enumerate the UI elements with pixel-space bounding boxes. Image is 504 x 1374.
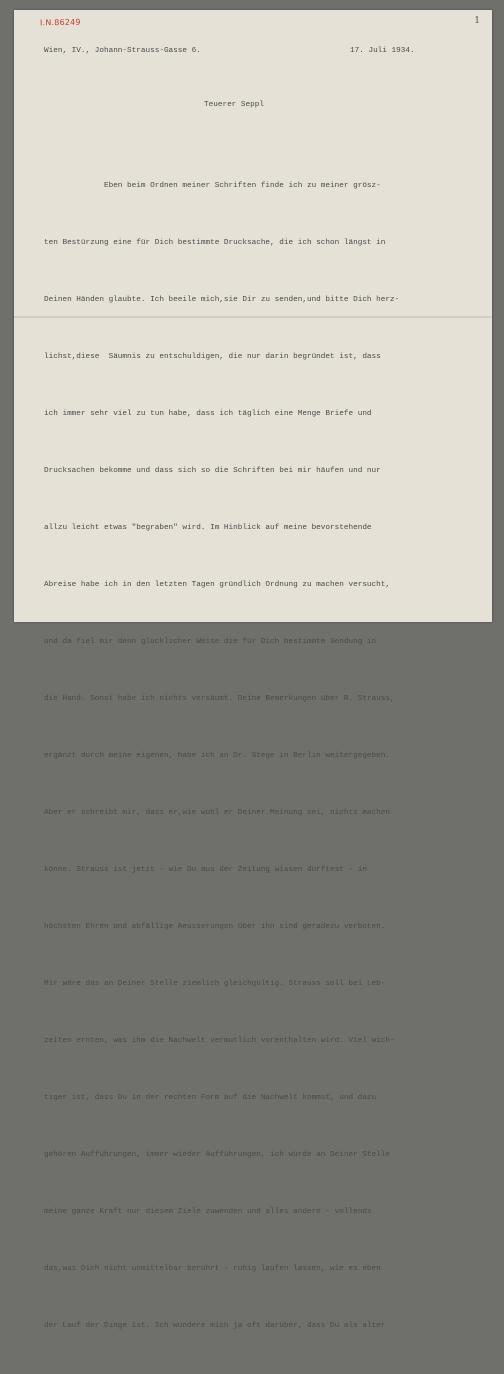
page-number: 1	[474, 16, 480, 26]
body-line: und da fiel mir denn glücklicher Weise die für Dich bestimmte Sendung in	[44, 638, 377, 646]
body-line: tiger ist, dass Du in der rechten Form auf die Nachwelt kommst, und dazu	[44, 1094, 377, 1102]
letter-date: 17. Juli 1934.	[350, 47, 415, 55]
body-line: höchsten Ehren und abfällige Aeusserungen über ihn sind geradezu verboten.	[44, 923, 386, 931]
letter-body	[44, 139, 399, 1374]
body-line: lichst,diese Säumnis zu entschuldigen, die nur darin begründet ist, dass	[44, 353, 381, 361]
body-line: das,was Dich nicht unmittelbar berührt - ruhig laufen lassen, wie es eben	[44, 1265, 381, 1273]
body-line: ich immer sehr viel zu tun habe, dass ich täglich eine Menge Briefe und	[44, 410, 372, 418]
body-line: Deinen Händen glaubte. Ich beeile mich,sie Dir zu senden,und bitte Dich herz-	[44, 296, 400, 304]
salutation: Teuerer Seppl	[204, 101, 264, 109]
body-line: könne. Strauss ist jetzt - wie Du aus der Zeitung wissen dürftest - in	[44, 866, 367, 874]
archive-reference-stamp: I.N.86249	[39, 17, 81, 28]
body-line: meine ganze Kraft nur diesem Ziele zuwenden und alles andere - vollends	[44, 1208, 372, 1216]
body-line: Aber er schreibt mir, dass er,wie wohl er Deiner Meinung sei, nichts machen	[44, 809, 390, 817]
body-line: zeiten ernten, was ihm die Nachwelt vermutlich vorenthalten wird. Viel wich-	[44, 1037, 395, 1045]
body-line: Drucksachen bekomme und dass sich so die Schriften bei mir häufen und nur	[44, 467, 381, 475]
body-line: gehören Aufführungen, immer wieder Aufführungen, ich würde an Deiner Stelle	[44, 1151, 390, 1159]
body-line: Abreise habe ich in den letzten Tagen gründlich Ordnung zu machen versucht,	[44, 581, 390, 589]
letter-page	[14, 10, 492, 1330]
body-line: allzu leicht etwas "begraben" wird. Im Hinblick auf meine bevorstehende	[44, 524, 372, 532]
body-line: die Hand. Sonst habe ich nichts versäumt. Deine Bemerkungen über R. Strauss,	[44, 695, 395, 703]
body-line: der Lauf der Dinge ist. Ich wundere mich ja oft darüber, dass Du als alter	[44, 1322, 386, 1330]
body-line: ergänzt durch meine eigenen, habe ich an Dr. Stege in Berlin weitergegeben.	[44, 752, 390, 760]
sender-address: Wien, IV., Johann-Strauss-Gasse 6.	[44, 47, 201, 55]
body-line: Eben beim Ordnen meiner Schriften finde ich zu meiner grösz-	[44, 182, 381, 190]
body-line: Mir wäre das an Deiner Stelle ziemlich gleichgültig. Strauss soll bei Leb-	[44, 980, 386, 988]
body-line: ten Bestürzung eine für Dich bestimmte Drucksache, die ich schon längst in	[44, 239, 386, 247]
